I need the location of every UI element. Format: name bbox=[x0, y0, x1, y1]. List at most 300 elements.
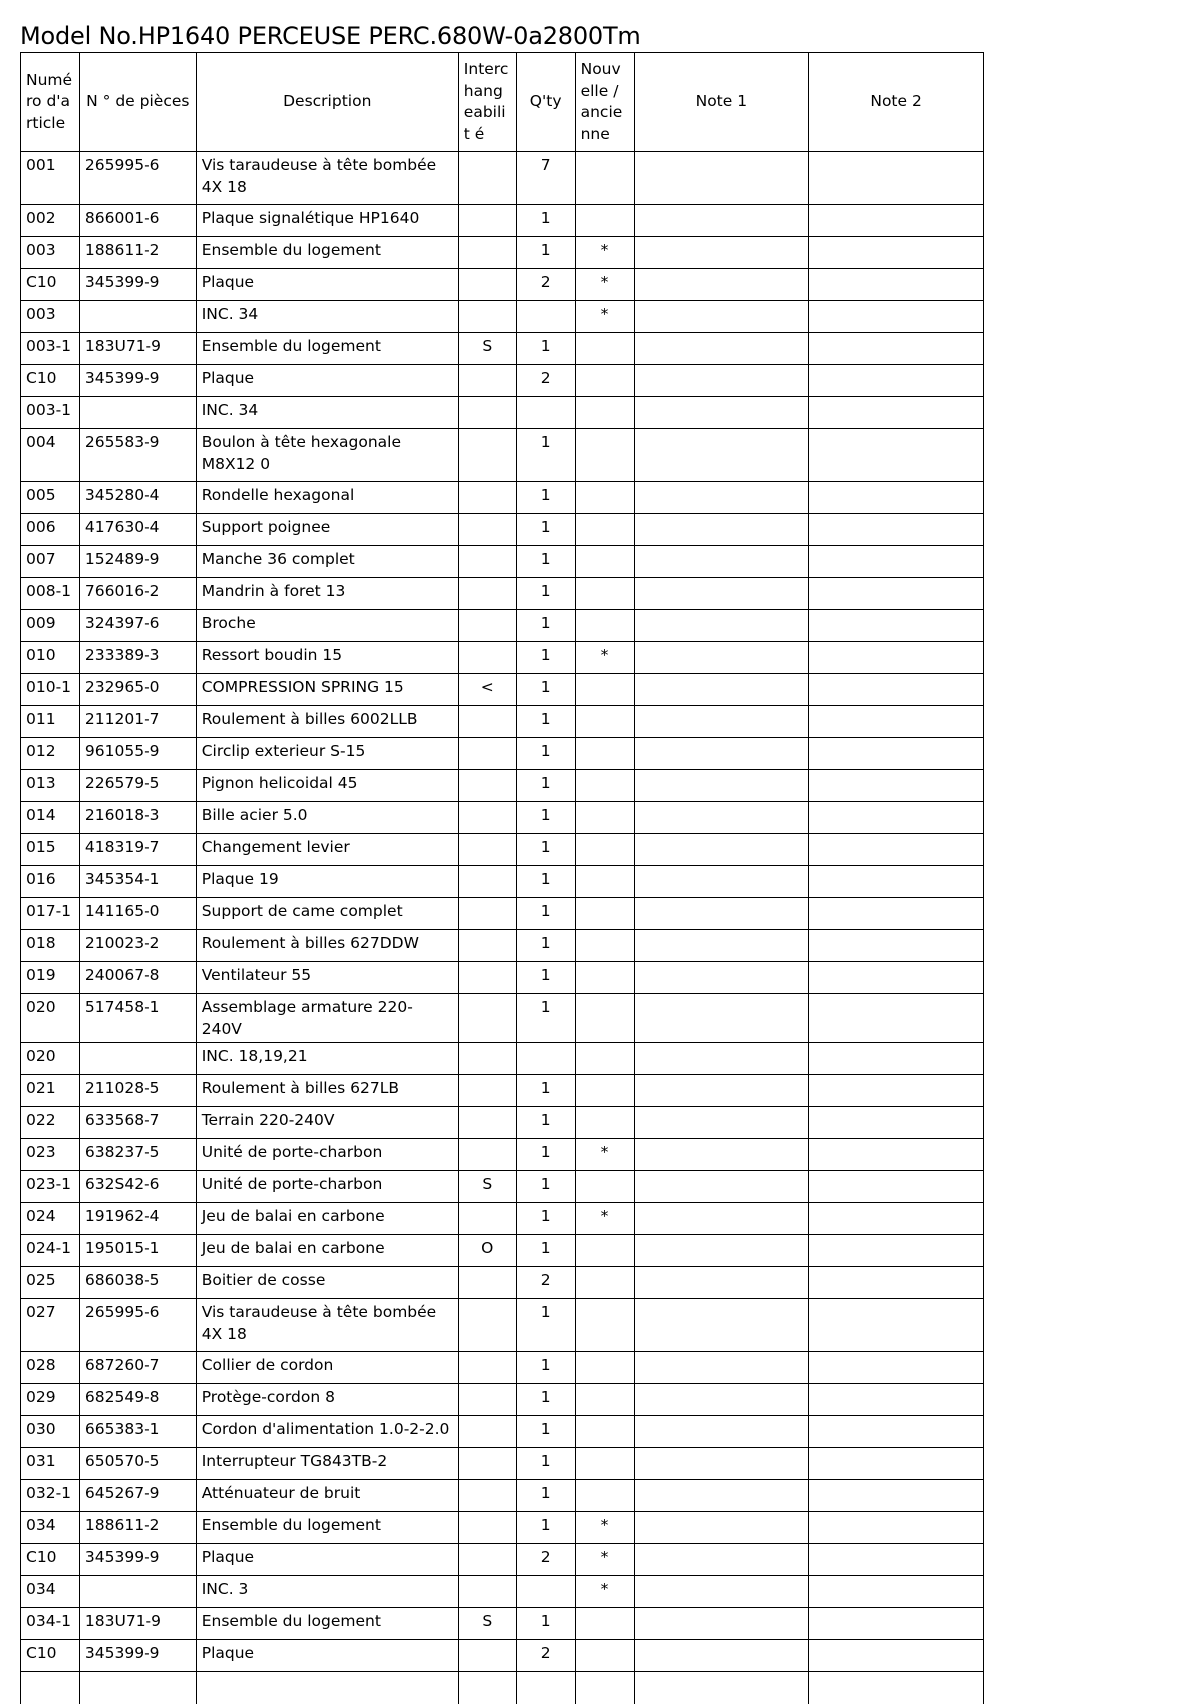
table-row bbox=[21, 962, 984, 994]
cell-note-1 bbox=[634, 269, 809, 301]
cell-note-1 bbox=[634, 930, 809, 962]
cell-new-old bbox=[575, 1448, 634, 1480]
cell-interchangeability bbox=[458, 642, 516, 674]
cell-quantity: 1 bbox=[516, 738, 575, 770]
cell-note-2 bbox=[809, 610, 984, 642]
cell-note-1 bbox=[634, 866, 809, 898]
table-row bbox=[21, 802, 984, 834]
cell-note-2 bbox=[809, 1576, 984, 1608]
cell-quantity bbox=[516, 397, 575, 429]
cell-item-number: 029 bbox=[21, 1384, 80, 1416]
cell-new-old bbox=[575, 1640, 634, 1672]
cell-new-old bbox=[575, 866, 634, 898]
cell-note-2 bbox=[809, 1512, 984, 1544]
cell-interchangeability: < bbox=[458, 674, 516, 706]
cell-note-2 bbox=[809, 1608, 984, 1640]
cell-item-number: 028 bbox=[21, 1352, 80, 1384]
cell-note-1 bbox=[634, 674, 809, 706]
cell-part-number: 961055-9 bbox=[79, 738, 196, 770]
cell-new-old bbox=[575, 1107, 634, 1139]
cell-new-old bbox=[575, 706, 634, 738]
cell-note-1 bbox=[634, 1672, 809, 1704]
cell-note-1 bbox=[634, 962, 809, 994]
cell-quantity: 1 bbox=[516, 578, 575, 610]
cell-part-number: 345399-9 bbox=[79, 1640, 196, 1672]
cell-quantity: 2 bbox=[516, 269, 575, 301]
cell-description bbox=[196, 1672, 458, 1704]
cell-description: Boulon à tête hexagonale M8X12 0 bbox=[196, 429, 458, 482]
table-row bbox=[21, 1640, 984, 1672]
cell-note-1 bbox=[634, 1171, 809, 1203]
cell-note-1 bbox=[634, 1267, 809, 1299]
cell-note-2 bbox=[809, 1640, 984, 1672]
table-row bbox=[21, 1139, 984, 1171]
cell-note-2 bbox=[809, 205, 984, 237]
cell-note-1 bbox=[634, 482, 809, 514]
cell-note-2 bbox=[809, 962, 984, 994]
cell-note-2 bbox=[809, 834, 984, 866]
cell-note-1 bbox=[634, 738, 809, 770]
cell-quantity: 2 bbox=[516, 365, 575, 397]
cell-part-number: 210023-2 bbox=[79, 930, 196, 962]
cell-quantity: 2 bbox=[516, 1544, 575, 1576]
cell-interchangeability bbox=[458, 1640, 516, 1672]
cell-description: Interrupteur TG843TB-2 bbox=[196, 1448, 458, 1480]
table-row bbox=[21, 301, 984, 333]
table-row bbox=[21, 898, 984, 930]
cell-note-2 bbox=[809, 1267, 984, 1299]
table-row bbox=[21, 1075, 984, 1107]
cell-item-number: 012 bbox=[21, 738, 80, 770]
cell-new-old: * bbox=[575, 642, 634, 674]
cell-description: Plaque bbox=[196, 365, 458, 397]
cell-new-old bbox=[575, 1075, 634, 1107]
cell-note-1 bbox=[634, 1544, 809, 1576]
cell-interchangeability bbox=[458, 546, 516, 578]
cell-note-1 bbox=[634, 642, 809, 674]
cell-quantity: 1 bbox=[516, 706, 575, 738]
cell-note-1 bbox=[634, 1448, 809, 1480]
cell-part-number: 686038-5 bbox=[79, 1267, 196, 1299]
cell-item-number: 034 bbox=[21, 1512, 80, 1544]
cell-new-old bbox=[575, 1267, 634, 1299]
cell-item-number: 007 bbox=[21, 546, 80, 578]
table-row bbox=[21, 1576, 984, 1608]
table-row bbox=[21, 1384, 984, 1416]
table-row bbox=[21, 429, 984, 482]
cell-part-number: 633568-7 bbox=[79, 1107, 196, 1139]
cell-interchangeability bbox=[458, 1672, 516, 1704]
cell-interchangeability bbox=[458, 706, 516, 738]
cell-note-2 bbox=[809, 578, 984, 610]
page-title: Model No.HP1640 PERCEUSE PERC.680W-0a2800Tm bbox=[20, 22, 641, 50]
table-row bbox=[21, 1480, 984, 1512]
cell-new-old bbox=[575, 1416, 634, 1448]
cell-item-number: 011 bbox=[21, 706, 80, 738]
cell-quantity: 1 bbox=[516, 1171, 575, 1203]
cell-part-number: 345354-1 bbox=[79, 866, 196, 898]
cell-note-2 bbox=[809, 269, 984, 301]
cell-note-1 bbox=[634, 706, 809, 738]
cell-part-number: 226579-5 bbox=[79, 770, 196, 802]
cell-note-1 bbox=[634, 1608, 809, 1640]
cell-interchangeability bbox=[458, 770, 516, 802]
cell-description: Cordon d'alimentation 1.0-2-2.0 bbox=[196, 1416, 458, 1448]
table-row bbox=[21, 610, 984, 642]
cell-new-old bbox=[575, 1235, 634, 1267]
cell-item-number: 021 bbox=[21, 1075, 80, 1107]
cell-description: Plaque bbox=[196, 1640, 458, 1672]
cell-note-2 bbox=[809, 674, 984, 706]
cell-part-number: 645267-9 bbox=[79, 1480, 196, 1512]
cell-part-number: 517458-1 bbox=[79, 994, 196, 1043]
cell-interchangeability bbox=[458, 152, 516, 205]
cell-description: Ventilateur 55 bbox=[196, 962, 458, 994]
cell-item-number: 019 bbox=[21, 962, 80, 994]
cell-item-number: 034 bbox=[21, 1576, 80, 1608]
cell-description: Unité de porte-charbon bbox=[196, 1171, 458, 1203]
table-row bbox=[21, 1043, 984, 1075]
cell-interchangeability bbox=[458, 1384, 516, 1416]
cell-note-1 bbox=[634, 546, 809, 578]
cell-quantity: 1 bbox=[516, 1107, 575, 1139]
cell-description: Plaque bbox=[196, 269, 458, 301]
cell-quantity: 1 bbox=[516, 802, 575, 834]
cell-part-number: 324397-6 bbox=[79, 610, 196, 642]
cell-item-number: C10 bbox=[21, 269, 80, 301]
cell-interchangeability bbox=[458, 429, 516, 482]
cell-note-2 bbox=[809, 770, 984, 802]
cell-note-1 bbox=[634, 1139, 809, 1171]
cell-part-number: 152489-9 bbox=[79, 546, 196, 578]
cell-note-1 bbox=[634, 1640, 809, 1672]
cell-item-number: 031 bbox=[21, 1448, 80, 1480]
cell-interchangeability bbox=[458, 514, 516, 546]
cell-new-old: * bbox=[575, 237, 634, 269]
cell-note-2 bbox=[809, 802, 984, 834]
cell-new-old bbox=[575, 994, 634, 1043]
cell-part-number: 682549-8 bbox=[79, 1384, 196, 1416]
cell-quantity: 1 bbox=[516, 866, 575, 898]
cell-note-1 bbox=[634, 397, 809, 429]
cell-note-2 bbox=[809, 482, 984, 514]
cell-part-number: 417630-4 bbox=[79, 514, 196, 546]
cell-item-number: 020 bbox=[21, 1043, 80, 1075]
table-row bbox=[21, 642, 984, 674]
cell-interchangeability bbox=[458, 301, 516, 333]
cell-quantity: 1 bbox=[516, 1384, 575, 1416]
cell-description: Changement levier bbox=[196, 834, 458, 866]
cell-interchangeability bbox=[458, 898, 516, 930]
cell-note-2 bbox=[809, 642, 984, 674]
cell-new-old bbox=[575, 152, 634, 205]
cell-description: Ensemble du logement bbox=[196, 1512, 458, 1544]
cell-item-number: C10 bbox=[21, 1544, 80, 1576]
cell-new-old bbox=[575, 962, 634, 994]
cell-new-old bbox=[575, 578, 634, 610]
cell-interchangeability bbox=[458, 1512, 516, 1544]
cell-quantity: 1 bbox=[516, 834, 575, 866]
cell-note-2 bbox=[809, 365, 984, 397]
cell-interchangeability bbox=[458, 1544, 516, 1576]
cell-new-old bbox=[575, 930, 634, 962]
cell-part-number: 188611-2 bbox=[79, 1512, 196, 1544]
cell-note-2 bbox=[809, 930, 984, 962]
cell-part-number: 345280-4 bbox=[79, 482, 196, 514]
col-header-note-1: Note 1 bbox=[634, 53, 809, 152]
cell-note-2 bbox=[809, 1299, 984, 1352]
cell-description: Roulement à billes 6002LLB bbox=[196, 706, 458, 738]
cell-new-old bbox=[575, 205, 634, 237]
cell-new-old bbox=[575, 514, 634, 546]
cell-interchangeability bbox=[458, 1267, 516, 1299]
cell-interchangeability: O bbox=[458, 1235, 516, 1267]
col-header-quantity: Q'ty bbox=[516, 53, 575, 152]
cell-item-number: 001 bbox=[21, 152, 80, 205]
cell-part-number: 232965-0 bbox=[79, 674, 196, 706]
cell-new-old bbox=[575, 770, 634, 802]
table-body bbox=[21, 152, 984, 1704]
cell-note-2 bbox=[809, 301, 984, 333]
table-row bbox=[21, 770, 984, 802]
cell-note-1 bbox=[634, 429, 809, 482]
cell-part-number: 240067-8 bbox=[79, 962, 196, 994]
table-row bbox=[21, 205, 984, 237]
cell-note-2 bbox=[809, 1235, 984, 1267]
cell-new-old: * bbox=[575, 1139, 634, 1171]
cell-part-number: 866001-6 bbox=[79, 205, 196, 237]
table-row bbox=[21, 152, 984, 205]
cell-interchangeability bbox=[458, 738, 516, 770]
cell-new-old bbox=[575, 429, 634, 482]
cell-quantity: 2 bbox=[516, 1267, 575, 1299]
cell-part-number: 638237-5 bbox=[79, 1139, 196, 1171]
cell-item-number: 023 bbox=[21, 1139, 80, 1171]
table-row bbox=[21, 333, 984, 365]
cell-note-1 bbox=[634, 610, 809, 642]
cell-part-number bbox=[79, 1043, 196, 1075]
cell-note-1 bbox=[634, 205, 809, 237]
cell-quantity: 1 bbox=[516, 333, 575, 365]
cell-part-number: 233389-3 bbox=[79, 642, 196, 674]
cell-interchangeability bbox=[458, 610, 516, 642]
cell-interchangeability bbox=[458, 802, 516, 834]
cell-quantity: 1 bbox=[516, 1235, 575, 1267]
table-row bbox=[21, 1608, 984, 1640]
cell-interchangeability bbox=[458, 1203, 516, 1235]
cell-quantity: 1 bbox=[516, 1352, 575, 1384]
cell-note-2 bbox=[809, 866, 984, 898]
cell-quantity: 1 bbox=[516, 429, 575, 482]
cell-description: INC. 34 bbox=[196, 397, 458, 429]
cell-note-1 bbox=[634, 1352, 809, 1384]
cell-description: Unité de porte-charbon bbox=[196, 1139, 458, 1171]
cell-note-1 bbox=[634, 834, 809, 866]
cell-note-2 bbox=[809, 397, 984, 429]
cell-part-number: 665383-1 bbox=[79, 1416, 196, 1448]
cell-quantity: 7 bbox=[516, 152, 575, 205]
cell-interchangeability bbox=[458, 205, 516, 237]
cell-description: Vis taraudeuse à tête bombée 4X 18 bbox=[196, 152, 458, 205]
cell-item-number: 003-1 bbox=[21, 333, 80, 365]
table-row bbox=[21, 237, 984, 269]
cell-description: INC. 34 bbox=[196, 301, 458, 333]
table-row bbox=[21, 674, 984, 706]
table-row bbox=[21, 1235, 984, 1267]
cell-item-number: 010 bbox=[21, 642, 80, 674]
cell-item-number: 005 bbox=[21, 482, 80, 514]
cell-interchangeability: S bbox=[458, 1171, 516, 1203]
table-row bbox=[21, 1352, 984, 1384]
cell-item-number: 018 bbox=[21, 930, 80, 962]
cell-note-1 bbox=[634, 1480, 809, 1512]
cell-quantity: 1 bbox=[516, 1139, 575, 1171]
cell-part-number: 183U71-9 bbox=[79, 333, 196, 365]
cell-description: Collier de cordon bbox=[196, 1352, 458, 1384]
cell-description: Bille acier 5.0 bbox=[196, 802, 458, 834]
cell-item-number: 016 bbox=[21, 866, 80, 898]
cell-part-number: 265995-6 bbox=[79, 152, 196, 205]
cell-item-number: 009 bbox=[21, 610, 80, 642]
cell-new-old bbox=[575, 1043, 634, 1075]
cell-item-number: 022 bbox=[21, 1107, 80, 1139]
cell-interchangeability bbox=[458, 1416, 516, 1448]
cell-description: Vis taraudeuse à tête bombée 4X 18 bbox=[196, 1299, 458, 1352]
cell-quantity: 1 bbox=[516, 1608, 575, 1640]
parts-table bbox=[20, 52, 984, 1704]
cell-item-number: 024-1 bbox=[21, 1235, 80, 1267]
cell-note-2 bbox=[809, 738, 984, 770]
cell-note-2 bbox=[809, 898, 984, 930]
cell-part-number: 766016-2 bbox=[79, 578, 196, 610]
cell-quantity: 1 bbox=[516, 205, 575, 237]
cell-note-2 bbox=[809, 237, 984, 269]
cell-new-old: * bbox=[575, 1544, 634, 1576]
cell-item-number: 024 bbox=[21, 1203, 80, 1235]
cell-note-2 bbox=[809, 1075, 984, 1107]
cell-part-number: 687260-7 bbox=[79, 1352, 196, 1384]
cell-description: Roulement à billes 627LB bbox=[196, 1075, 458, 1107]
cell-quantity: 1 bbox=[516, 898, 575, 930]
cell-quantity: 1 bbox=[516, 1448, 575, 1480]
cell-description: Terrain 220-240V bbox=[196, 1107, 458, 1139]
cell-interchangeability bbox=[458, 1299, 516, 1352]
cell-new-old bbox=[575, 1672, 634, 1704]
cell-new-old bbox=[575, 610, 634, 642]
cell-part-number: 418319-7 bbox=[79, 834, 196, 866]
cell-note-1 bbox=[634, 1107, 809, 1139]
cell-description: Manche 36 complet bbox=[196, 546, 458, 578]
cell-note-1 bbox=[634, 1576, 809, 1608]
cell-description: Circlip exterieur S-15 bbox=[196, 738, 458, 770]
cell-quantity bbox=[516, 1576, 575, 1608]
cell-new-old bbox=[575, 1480, 634, 1512]
table-row bbox=[21, 738, 984, 770]
cell-note-1 bbox=[634, 514, 809, 546]
cell-part-number: 345399-9 bbox=[79, 1544, 196, 1576]
cell-item-number bbox=[21, 1672, 80, 1704]
cell-note-1 bbox=[634, 802, 809, 834]
table-row bbox=[21, 1171, 984, 1203]
cell-note-2 bbox=[809, 1672, 984, 1704]
cell-new-old bbox=[575, 482, 634, 514]
cell-quantity: 1 bbox=[516, 930, 575, 962]
cell-description: Boitier de cosse bbox=[196, 1267, 458, 1299]
cell-description: Pignon helicoidal 45 bbox=[196, 770, 458, 802]
cell-new-old bbox=[575, 1352, 634, 1384]
cell-note-2 bbox=[809, 1480, 984, 1512]
cell-item-number: 027 bbox=[21, 1299, 80, 1352]
cell-note-2 bbox=[809, 1107, 984, 1139]
cell-note-1 bbox=[634, 152, 809, 205]
table-row bbox=[21, 866, 984, 898]
cell-interchangeability bbox=[458, 397, 516, 429]
cell-quantity bbox=[516, 1672, 575, 1704]
col-header-description: Description bbox=[196, 53, 458, 152]
cell-description: INC. 18,19,21 bbox=[196, 1043, 458, 1075]
cell-note-2 bbox=[809, 1384, 984, 1416]
cell-item-number: 023-1 bbox=[21, 1171, 80, 1203]
cell-item-number: 020 bbox=[21, 994, 80, 1043]
cell-item-number: 017-1 bbox=[21, 898, 80, 930]
table-row bbox=[21, 930, 984, 962]
cell-note-1 bbox=[634, 333, 809, 365]
cell-note-1 bbox=[634, 898, 809, 930]
cell-quantity: 1 bbox=[516, 1203, 575, 1235]
cell-part-number: 191962-4 bbox=[79, 1203, 196, 1235]
cell-note-1 bbox=[634, 1235, 809, 1267]
table-row bbox=[21, 578, 984, 610]
cell-interchangeability: S bbox=[458, 333, 516, 365]
cell-item-number: C10 bbox=[21, 365, 80, 397]
cell-interchangeability bbox=[458, 1480, 516, 1512]
table-row bbox=[21, 365, 984, 397]
cell-part-number: 632S42-6 bbox=[79, 1171, 196, 1203]
cell-item-number: 014 bbox=[21, 802, 80, 834]
cell-new-old bbox=[575, 1299, 634, 1352]
cell-part-number bbox=[79, 301, 196, 333]
col-header-part-number: N ° de pièces bbox=[79, 53, 196, 152]
cell-part-number: 141165-0 bbox=[79, 898, 196, 930]
cell-description: Ensemble du logement bbox=[196, 237, 458, 269]
table-row bbox=[21, 1299, 984, 1352]
cell-part-number: 265995-6 bbox=[79, 1299, 196, 1352]
cell-quantity: 1 bbox=[516, 642, 575, 674]
table-row bbox=[21, 1544, 984, 1576]
cell-quantity: 1 bbox=[516, 674, 575, 706]
table-row bbox=[21, 1512, 984, 1544]
cell-quantity: 1 bbox=[516, 546, 575, 578]
cell-description: Protège-cordon 8 bbox=[196, 1384, 458, 1416]
cell-part-number: 216018-3 bbox=[79, 802, 196, 834]
cell-interchangeability bbox=[458, 1043, 516, 1075]
cell-quantity: 1 bbox=[516, 1480, 575, 1512]
cell-description: Jeu de balai en carbone bbox=[196, 1235, 458, 1267]
cell-description: Roulement à billes 627DDW bbox=[196, 930, 458, 962]
cell-description: Ensemble du logement bbox=[196, 333, 458, 365]
cell-item-number: 003 bbox=[21, 237, 80, 269]
cell-interchangeability bbox=[458, 1352, 516, 1384]
cell-quantity: 1 bbox=[516, 1512, 575, 1544]
table-row bbox=[21, 397, 984, 429]
cell-interchangeability bbox=[458, 1448, 516, 1480]
cell-part-number: 211028-5 bbox=[79, 1075, 196, 1107]
cell-part-number: 195015-1 bbox=[79, 1235, 196, 1267]
cell-part-number: 650570-5 bbox=[79, 1448, 196, 1480]
cell-quantity: 1 bbox=[516, 482, 575, 514]
cell-quantity: 1 bbox=[516, 1416, 575, 1448]
cell-interchangeability bbox=[458, 365, 516, 397]
